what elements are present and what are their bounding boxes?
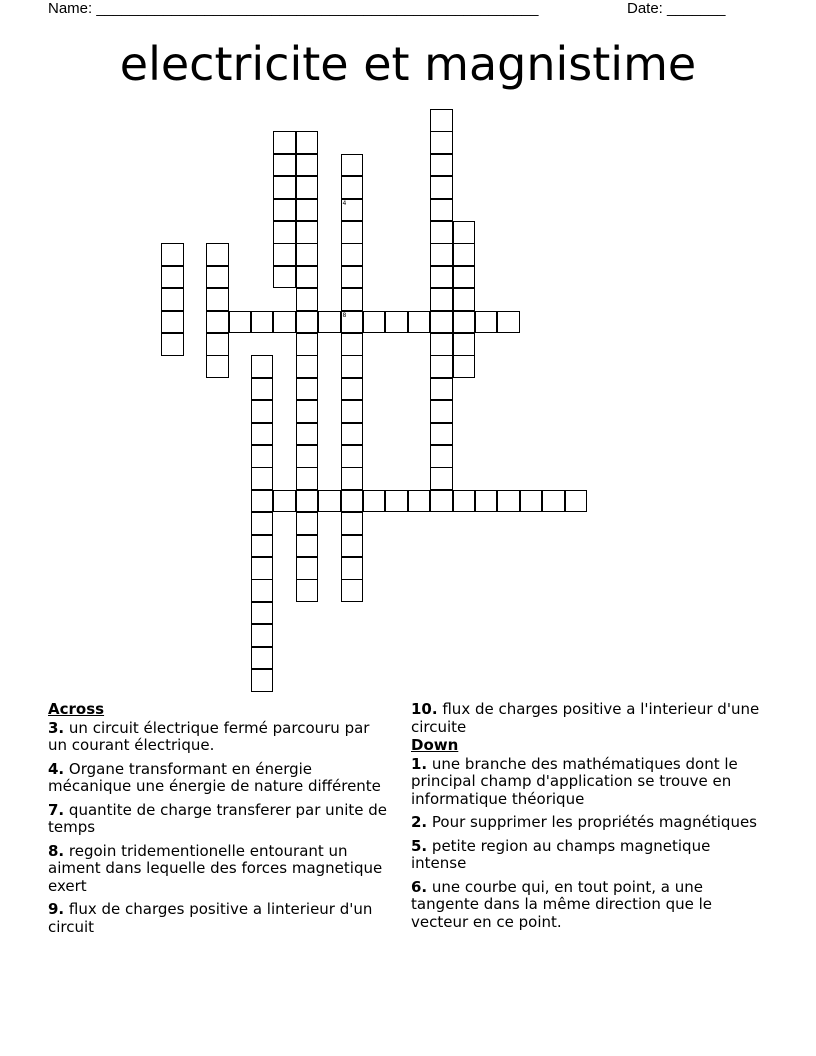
crossword-cell[interactable] bbox=[251, 400, 274, 423]
crossword-cell[interactable] bbox=[430, 109, 453, 132]
crossword-cell[interactable] bbox=[251, 557, 274, 580]
crossword-cell[interactable] bbox=[296, 423, 319, 446]
crossword-cell[interactable] bbox=[318, 311, 341, 334]
clue-number: 5. bbox=[411, 836, 428, 855]
crossword-cell[interactable] bbox=[497, 490, 520, 513]
crossword-cell[interactable] bbox=[430, 333, 453, 356]
crossword-cell[interactable] bbox=[251, 535, 274, 558]
crossword-cell[interactable] bbox=[497, 311, 520, 334]
clue-text: Organe transformant en énergie mécanique une énergie de nature différente bbox=[48, 759, 381, 795]
crossword-cell[interactable] bbox=[251, 355, 274, 378]
crossword-cell[interactable] bbox=[341, 378, 364, 401]
clue-number: 9. bbox=[48, 900, 65, 918]
crossword-cell[interactable] bbox=[341, 579, 364, 602]
crossword-cell[interactable] bbox=[296, 467, 319, 490]
crossword-cell[interactable] bbox=[341, 423, 364, 446]
clue-text: flux de charges positive a linterieur d'un circuit bbox=[48, 900, 373, 936]
across-clue-8 bbox=[48, 843, 388, 896]
crossword-cell[interactable] bbox=[273, 176, 296, 199]
crossword-cell[interactable] bbox=[363, 490, 386, 513]
crossword-cell[interactable] bbox=[453, 221, 476, 244]
crossword-cell[interactable] bbox=[161, 311, 184, 334]
crossword-cell[interactable] bbox=[296, 445, 319, 468]
down-clue-1 bbox=[411, 756, 769, 809]
clue-number-label: 4 bbox=[342, 199, 347, 207]
crossword-cell[interactable] bbox=[251, 647, 274, 670]
crossword-cell[interactable] bbox=[206, 243, 229, 266]
crossword-cell[interactable] bbox=[206, 288, 229, 311]
across-clue-9 bbox=[48, 901, 388, 936]
crossword-cell[interactable] bbox=[520, 490, 543, 513]
across-clue-4 bbox=[48, 761, 388, 796]
crossword-cell[interactable] bbox=[296, 355, 319, 378]
clues-right-column bbox=[411, 701, 769, 937]
crossword-cell[interactable] bbox=[341, 557, 364, 580]
name-field[interactable]: Name: _____________________________________________________ bbox=[48, 0, 539, 17]
crossword-cell[interactable] bbox=[453, 311, 476, 334]
crossword-cell[interactable] bbox=[453, 490, 476, 513]
crossword-cell[interactable] bbox=[341, 154, 364, 177]
crossword-cell[interactable] bbox=[363, 311, 386, 334]
crossword-cell[interactable] bbox=[206, 266, 229, 289]
crossword-cell[interactable] bbox=[251, 445, 274, 468]
crossword-cell[interactable] bbox=[453, 333, 476, 356]
crossword-cell[interactable] bbox=[296, 535, 319, 558]
crossword-cell[interactable] bbox=[273, 490, 296, 513]
crossword-cell[interactable] bbox=[296, 512, 319, 535]
crossword-cell[interactable] bbox=[341, 535, 364, 558]
crossword-cell[interactable] bbox=[161, 288, 184, 311]
crossword-cell[interactable] bbox=[341, 199, 364, 222]
crossword-cell[interactable] bbox=[251, 467, 274, 490]
crossword-cell[interactable] bbox=[430, 445, 453, 468]
crossword-cell[interactable] bbox=[341, 176, 364, 199]
crossword-cell[interactable] bbox=[296, 490, 319, 513]
crossword-cell[interactable] bbox=[273, 221, 296, 244]
across-heading: Across bbox=[48, 700, 105, 718]
crossword-cell[interactable] bbox=[206, 333, 229, 356]
crossword-cell[interactable] bbox=[430, 378, 453, 401]
crossword-cell[interactable] bbox=[385, 311, 408, 334]
crossword-cell[interactable] bbox=[296, 221, 319, 244]
crossword-cell[interactable] bbox=[273, 243, 296, 266]
crossword-cell[interactable] bbox=[251, 512, 274, 535]
crossword-cell[interactable] bbox=[430, 199, 453, 222]
crossword-cell[interactable] bbox=[408, 490, 431, 513]
crossword-cell[interactable] bbox=[161, 266, 184, 289]
crossword-cell[interactable] bbox=[273, 311, 296, 334]
crossword-cell[interactable] bbox=[453, 288, 476, 311]
clue-text: flux de charges positive a l'interieur d'une circuite bbox=[411, 700, 760, 736]
crossword-cell[interactable] bbox=[296, 579, 319, 602]
crossword-cell[interactable] bbox=[430, 467, 453, 490]
crossword-cell[interactable] bbox=[430, 288, 453, 311]
crossword-cell[interactable] bbox=[296, 199, 319, 222]
crossword-cell[interactable] bbox=[296, 378, 319, 401]
crossword-cell[interactable] bbox=[341, 266, 364, 289]
crossword-cell[interactable] bbox=[430, 423, 453, 446]
crossword-cell[interactable] bbox=[206, 355, 229, 378]
clues-left-column bbox=[48, 701, 388, 942]
crossword-cell[interactable] bbox=[296, 266, 319, 289]
crossword-cell[interactable] bbox=[251, 624, 274, 647]
crossword-cell[interactable] bbox=[341, 445, 364, 468]
crossword-cell[interactable] bbox=[273, 266, 296, 289]
crossword-cell[interactable] bbox=[430, 131, 453, 154]
clue-number: 6. bbox=[411, 877, 428, 896]
clue-number: 8. bbox=[48, 841, 65, 860]
crossword-cell[interactable] bbox=[296, 176, 319, 199]
clue-number: 7. bbox=[48, 800, 65, 819]
crossword-cell[interactable] bbox=[229, 311, 252, 334]
crossword-cell[interactable] bbox=[565, 490, 588, 513]
crossword-cell[interactable] bbox=[475, 490, 498, 513]
clue-number: 4. bbox=[48, 759, 65, 778]
crossword-cell[interactable] bbox=[430, 243, 453, 266]
down-clue-5 bbox=[411, 838, 769, 873]
crossword-cell[interactable] bbox=[251, 602, 274, 625]
crossword-cell[interactable] bbox=[341, 243, 364, 266]
clue-number: 3. bbox=[48, 718, 65, 737]
crossword-cell[interactable] bbox=[296, 154, 319, 177]
crossword-cell[interactable] bbox=[296, 243, 319, 266]
clue-number: 2. bbox=[411, 813, 428, 831]
down-clue-2 bbox=[411, 814, 769, 832]
crossword-cell[interactable] bbox=[385, 490, 408, 513]
clue-text: un circuit électrique fermé parcouru par un courant électrique. bbox=[48, 718, 370, 754]
crossword-cell[interactable] bbox=[453, 266, 476, 289]
crossword-cell[interactable] bbox=[296, 288, 319, 311]
clue-number: 1. bbox=[411, 754, 428, 773]
crossword-cell[interactable] bbox=[341, 467, 364, 490]
crossword-cell[interactable] bbox=[341, 400, 364, 423]
crossword-cell[interactable] bbox=[296, 333, 319, 356]
clue-text: petite region au champs magnetique intense bbox=[411, 836, 711, 872]
crossword-cell[interactable] bbox=[206, 311, 229, 334]
across-clue-7 bbox=[48, 802, 388, 837]
clue-text: quantite de charge transferer par unite de temps bbox=[48, 800, 387, 836]
down-heading: Down bbox=[411, 736, 459, 754]
crossword-cell[interactable] bbox=[296, 400, 319, 423]
crossword-cell[interactable] bbox=[430, 490, 453, 513]
across-clue-3 bbox=[48, 720, 388, 755]
crossword-cell[interactable] bbox=[251, 378, 274, 401]
down-clue-6 bbox=[411, 879, 769, 932]
crossword-cell[interactable] bbox=[341, 333, 364, 356]
crossword-cell[interactable] bbox=[273, 131, 296, 154]
crossword-cell[interactable] bbox=[341, 490, 364, 513]
date-field[interactable]: Date: _______ bbox=[627, 0, 726, 17]
crossword-cell[interactable] bbox=[296, 311, 319, 334]
across-clue-10 bbox=[411, 701, 769, 736]
clue-text: une courbe qui, en tout point, a une tangente dans la même direction que le vecteur en ce point. bbox=[411, 877, 713, 931]
crossword-cell[interactable] bbox=[430, 311, 453, 334]
crossword-cell[interactable] bbox=[296, 131, 319, 154]
crossword-cell[interactable] bbox=[475, 311, 498, 334]
crossword-cell[interactable] bbox=[251, 423, 274, 446]
crossword-cell[interactable] bbox=[542, 490, 565, 513]
crossword-cell[interactable] bbox=[341, 288, 364, 311]
crossword-cell[interactable] bbox=[430, 355, 453, 378]
crossword-cell[interactable] bbox=[430, 221, 453, 244]
clue-number: 10. bbox=[411, 700, 438, 718]
crossword-cell[interactable] bbox=[273, 199, 296, 222]
clue-text: Pour supprimer les propriétés magnétiques bbox=[431, 813, 757, 831]
crossword-cell[interactable] bbox=[408, 311, 431, 334]
crossword-cell[interactable] bbox=[318, 490, 341, 513]
crossword-cell[interactable] bbox=[430, 400, 453, 423]
crossword-cell[interactable] bbox=[430, 266, 453, 289]
crossword-cell[interactable] bbox=[251, 579, 274, 602]
crossword-cell[interactable] bbox=[251, 490, 274, 513]
crossword-cell[interactable] bbox=[273, 154, 296, 177]
crossword-cell[interactable] bbox=[453, 355, 476, 378]
page-title: electricite et magnistime bbox=[119, 37, 697, 91]
crossword-cell[interactable] bbox=[341, 311, 364, 334]
crossword-cell[interactable] bbox=[161, 243, 184, 266]
clue-text: regoin tridementionelle entourant un aiment dans lequelle des forces magnetique exert bbox=[48, 841, 383, 895]
crossword-cell[interactable] bbox=[341, 512, 364, 535]
crossword-cell[interactable] bbox=[251, 311, 274, 334]
crossword-cell[interactable] bbox=[453, 243, 476, 266]
crossword-cell[interactable] bbox=[430, 176, 453, 199]
crossword-cell[interactable] bbox=[430, 154, 453, 177]
clue-text: une branche des mathématiques dont le principal champ d'application se trouve en informatique théorique bbox=[411, 754, 738, 808]
crossword-cell[interactable] bbox=[341, 221, 364, 244]
clue-number-label: 8 bbox=[342, 311, 347, 319]
crossword-cell[interactable] bbox=[251, 669, 274, 692]
crossword-cell[interactable] bbox=[161, 333, 184, 356]
crossword-cell[interactable] bbox=[296, 557, 319, 580]
crossword-cell[interactable] bbox=[341, 355, 364, 378]
